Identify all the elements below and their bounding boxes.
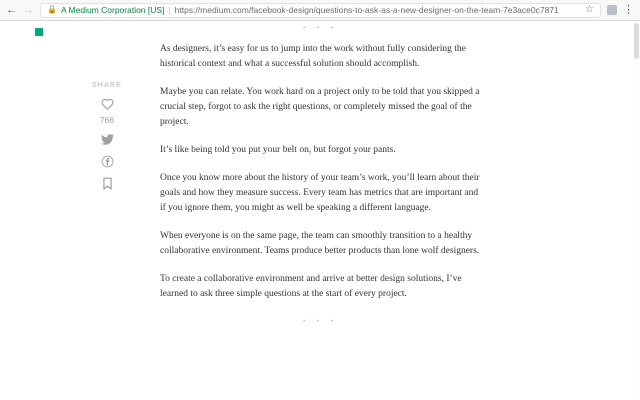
share-rail xyxy=(91,82,123,191)
back-button[interactable]: ← xyxy=(6,3,17,16)
article-content xyxy=(160,22,480,329)
scrollbar-thumb[interactable] xyxy=(634,23,639,59)
address-bar[interactable] xyxy=(40,3,601,18)
article-paragraph: Maybe you can relate. You work hard on a project only to be told that you skipped a crucial step, forgot to ask the right questions, or completely missed the goal of the project. xyxy=(160,87,480,127)
browser-menu-icon[interactable]: ⋮ xyxy=(623,3,634,16)
article-paragraph: Once you know more about the history of your team’s work, you’ll learn about their goals and how they measure success. Every team has metrics that are important and if you ignore them, you might as well be speaking a different language. xyxy=(160,173,480,213)
heart-icon xyxy=(101,98,114,110)
facebook-icon xyxy=(101,155,114,168)
forward-button[interactable]: → xyxy=(23,3,34,16)
scrollbar-track[interactable] xyxy=(633,22,640,400)
medium-logo-fragment xyxy=(35,28,43,36)
browser-toolbar xyxy=(0,0,640,21)
bookmark-icon xyxy=(102,177,113,190)
article-paragraph: When everyone is on the same page, the team can smoothly transition to a healthy collaborative environment. Teams produce better products than lone wolf designers. xyxy=(160,231,480,256)
share-label: SHARE xyxy=(91,82,123,89)
section-separator-bottom: · · · xyxy=(302,316,338,327)
extension-icon[interactable] xyxy=(607,5,617,15)
like-button[interactable] xyxy=(100,96,115,111)
url-text: https://medium.com/facebook-design/questions-to-ask-as-a-new-designer-on-the-team-7e3ace0c7871 xyxy=(174,5,559,15)
bookmark-button[interactable] xyxy=(100,176,115,191)
article-paragraph: As designers, it’s easy for us to jump into the work without fully considering the historical context and what a successful solution should accomplish. xyxy=(160,44,466,69)
section-separator-top: · · · xyxy=(302,23,338,34)
article-page xyxy=(0,22,640,400)
address-separator: | xyxy=(168,5,171,15)
article-paragraph: It’s like being told you put your belt on, but forgot your pants. xyxy=(160,145,396,155)
twitter-icon xyxy=(101,134,114,145)
security-badge: A Medium Corporation [US] xyxy=(60,5,165,15)
twitter-share-button[interactable] xyxy=(100,132,115,147)
like-count: 766 xyxy=(99,115,115,125)
bookmark-star-icon[interactable]: ☆ xyxy=(585,4,594,15)
article-paragraph: To create a collaborative environment and arrive at better design solutions, I’ve learned to ask three simple questions at the start of every project. xyxy=(160,274,462,299)
lock-icon: 🔒 xyxy=(47,5,57,14)
facebook-share-button[interactable] xyxy=(100,154,115,169)
